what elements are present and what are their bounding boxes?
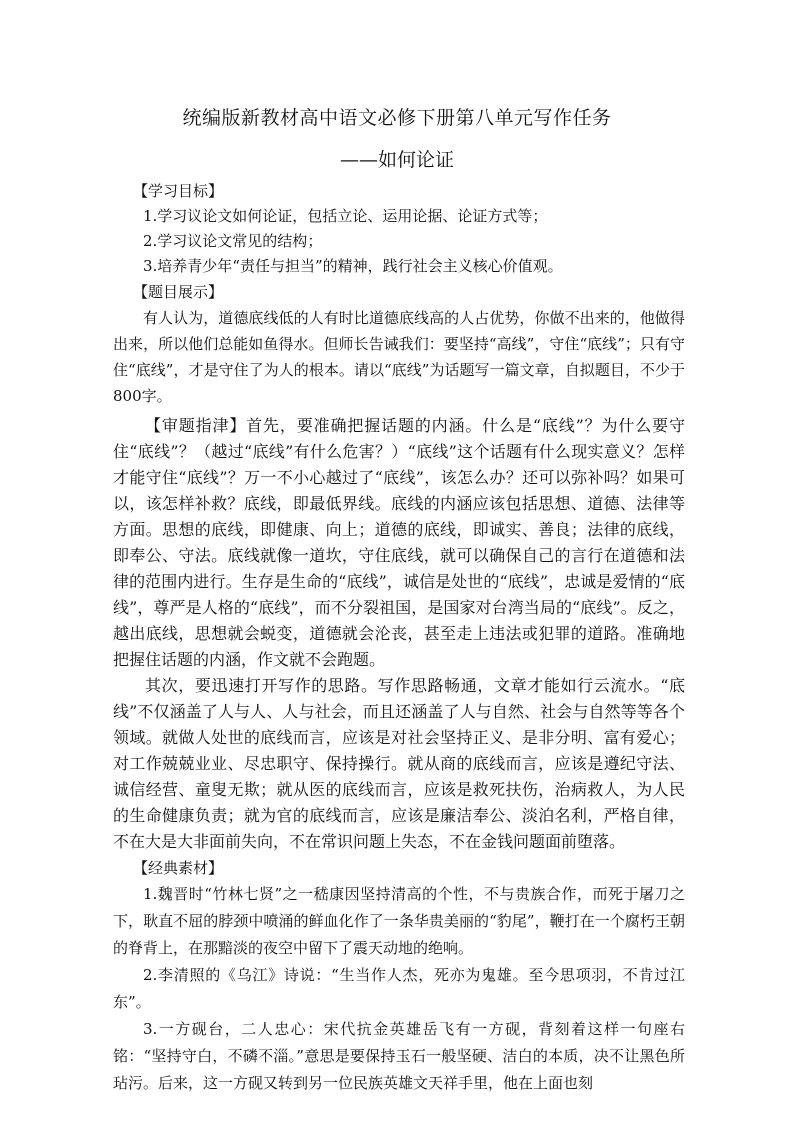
goal-item-2: 2.学习议论文常见的结构； — [143, 232, 323, 250]
guide-text-1: 首先，要准确把握话题的内涵。什么是“底线”？为什么要守住“底线”？（越过“底线”有什么危害？）“底线”这个话题有什么现实意义？怎样才能守住“底线”？万一不小心越过了“底线”，该怎么办？还可以弥补吗？如果可以，该怎样补救？底线，即最低界线。底线的内涵应该包括思想、道德、法律等方面。思想的底线，即健康、向上；道德的底线，即诚实、善良；法律的底线，即奉公、守法。底线就像一道坎，守住底线，就可以确保自己的言行在道德和法律的范围内进行。生存是生命的“底线”，诚信是处世的“底线”，忠诚是爱情的“底线”，尊严是人格的“底线”，而不分裂祖国，是国家对台湾当局的“底线”。反之，越出底线，思想就会蜕变，道德就会沦丧，甚至走上违法或犯罪的道路。准确地把握住话题的内涵，作文就不会跑题。 — [113, 416, 685, 669]
goal-item-3: 3.培养青少年“责任与担当”的精神，践行社会主义核心价值观。 — [143, 257, 563, 275]
page-title: 统编版新教材高中语文必修下册第八单元写作任务 — [182, 107, 612, 129]
goals-heading: 【学习目标】 — [133, 182, 224, 200]
materials-heading: 【经典素材】 — [133, 859, 224, 877]
document-body — [113, 178, 685, 1097]
page-subtitle: ——如何论证 — [339, 149, 454, 171]
prompt-text: 有人认为，道德底线低的人有时比道德底线高的人占优势，你做不出来的，他做得出来，所以他们总能如鱼得水。但师长告诫我们：要坚持“高线”，守住“底线”；只有守住“底线”，才是守住了为人的根本。请以“底线”为话题写一篇文章，自拟题目，不少于800字。 — [113, 309, 685, 405]
guide-paragraph-1 — [113, 413, 685, 673]
guide-heading: 【审题指津】 — [145, 416, 247, 435]
goal-item-1: 1.学习议论文如何论证，包括立论、运用论据、论证方式等； — [143, 207, 548, 225]
guide-paragraph-2: 其次，要迅速打开写作的思路。写作思路畅通，文章才能如行云流水。“底线”不仅涵盖了人与人、人与社会，而且还涵盖了人与自然、社会与自然等等各个领域。就做人处世的底线而言，应该是对社会坚持正义、是非分明、富有爱心；对工作兢兢业业、尽忠职守、保持操行。就从商的底线而言，应该是遵纪守法、诚信经营、童叟无欺；就从医的底线而言，应该是救死扶伤，治病救人，为人民的生命健康负责；就为官的底线而言，应该是廉洁奉公、淡泊名利，严格自律，不在大是大非面前失向，不在常识问题上失态，不在金钱问题面前堕落。 — [113, 676, 685, 851]
material-item-3: 3.一方砚台，二人忠心：宋代抗金英雄岳飞有一方砚，背刻着这样一句座右铭：“坚持守白，不磷不淄。”意思是要保持玉石一般坚硬、洁白的本质，决不让黑色所玷污。后来，这一方砚又转到另一位民族英雄文天祥手里，他在上面也刻 — [113, 1020, 685, 1092]
material-item-2: 2.李清照的《乌江》诗说：“生当作人杰，死亦为鬼雄。至今思项羽，不肯过江东”。 — [113, 966, 685, 1011]
material-item-1: 1.魏晋时“竹林七贤”之一嵇康因坚持清高的个性，不与贵族合作，而死于屠刀之下，耿直不屈的脖颈中喷涌的鲜血化作了一条华贵美丽的“豹尾”，鞭打在一个腐朽王朝的脊背上，在那黯淡的夜空中留下了震天动地的绝响。 — [113, 885, 685, 957]
prompt-heading: 【题目展示】 — [133, 283, 224, 301]
